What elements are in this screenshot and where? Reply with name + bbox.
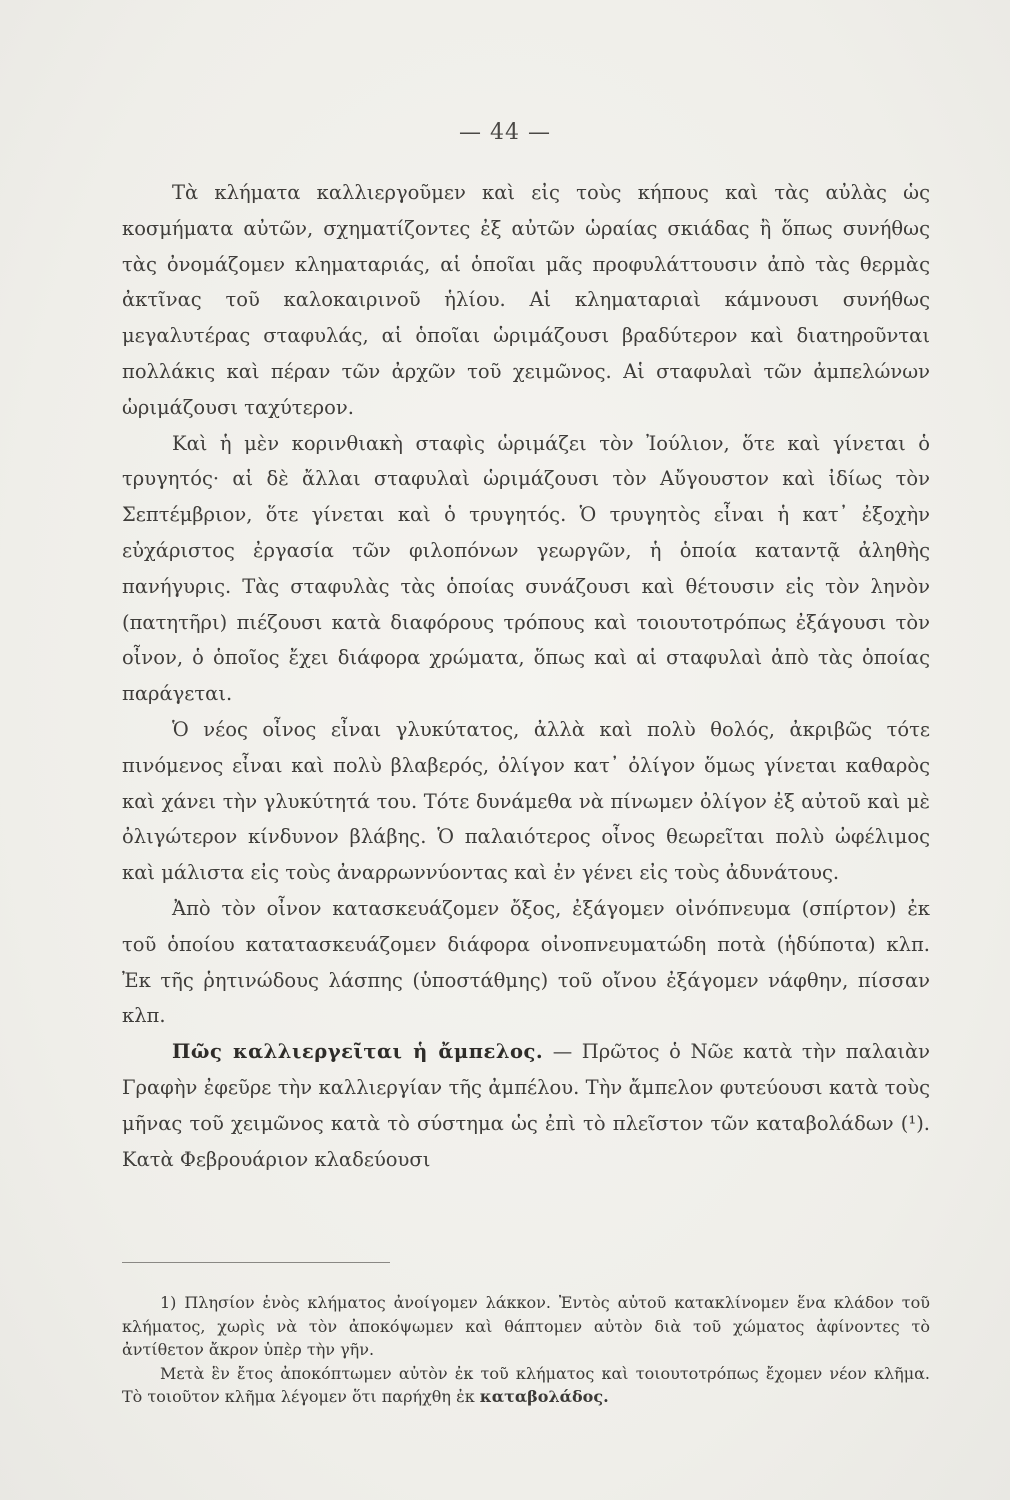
paragraph-4: Ἀπὸ τὸν οἶνον κατασκευάζομεν ὄξος, ἐξάγομεν οἰνόπνευμα (σπίρτον) ἐκ τοῦ ὁποίου κατατασκευάζομεν διάφορα οἰνοπνευματώδη ποτὰ (ἡδύποτα) κλπ. Ἐκ τῆς ῥητινώδους λάσπης (ὑποστάθμης) τοῦ οἴνου ἐξάγομεν νάφθην, πίσσαν κλπ. xyxy=(122,896,930,1028)
body-text xyxy=(122,175,930,1177)
footnote-1-continuation-text: Μετὰ ἓν ἔτος ἀποκόπτωμεν αὐτὸν ἐκ τοῦ κλήματος καὶ τοιουτοτρόπως ἔχομεν νέον κλῆμα. Τὸ τοιοῦτον κλῆμα λέγομεν ὅτι παρήχθη ἐκ xyxy=(122,1363,930,1406)
section-paragraph xyxy=(122,1034,930,1177)
footnotes xyxy=(122,1291,930,1409)
section-text: — Πρῶτος ὁ Νῶε κατὰ τὴν παλαιὰν Γραφὴν ἐφεῦρε τὴν καλλιεργίαν τῆς ἀμπέλου. Τὴν ἄμπελον φυτεύουσι κατὰ τοὺς μῆνας τοῦ χειμῶνος κατὰ τὸ σύστημα ὡς ἐπὶ τὸ πλεῖστον τῶν καταβολάδων (¹). Κατὰ Φεβρουάριον κλαδεύουσι xyxy=(122,1040,930,1171)
paragraph-3: Ὁ νέος οἶνος εἶναι γλυκύτατος, ἀλλὰ καὶ πολὺ θολός, ἀκριβῶς τότε πινόμενος εἶναι καὶ πολὺ βλαβερός, ὀλίγον κατ᾽ ὀλίγον ὅμως γίνεται καθαρὸς καὶ χάνει τὴν γλυκύτητά του. Τότε δυνάμεθα νὰ πίνωμεν ὀλίγον ἐξ αὐτοῦ καὶ μὲ ὀλιγώτερον κίνδυνον βλάβης. Ὁ παλαιότερος οἶνος θεωρεῖται πολὺ ὠφέλιμος καὶ μάλιστα εἰς τοὺς ἀναρρωννύοντας καὶ ἐν γένει εἰς τοὺς ἀδυνάτους. xyxy=(122,717,930,885)
paragraph-2: Καὶ ἡ μὲν κορινθιακὴ σταφὶς ὡριμάζει τὸν Ἰούλιον, ὅτε καὶ γίνεται ὁ τρυγητός· αἱ δὲ ἄλλαι σταφυλαὶ ὡριμάζουσι τὸν Αὔγουστον καὶ ἰδίως τὸν Σεπτέμβριον, ὅτε γίνεται καὶ ὁ τρυγητός. Ὁ τρυγητὸς εἶναι ἡ κατ᾽ ἐξοχὴν εὐχάριστος ἐργασία τῶν φιλοπόνων γεωργῶν, ἡ ὁποία καταντᾷ ἀληθὴς πανήγυρις. Τὰς σταφυλὰς τὰς ὁποίας συνάζουσι καὶ θέτουσιν εἰς τὸν ληνὸν (πατητῆρι) πιέζουσι κατὰ διαφόρους τρόπους καὶ τοιουτοτρόπως ἐξάγουσι τὸν οἶνον, ὁ ὁποῖος ἔχει διάφορα χρώματα, ὅπως καὶ αἱ σταφυλαὶ ἀπὸ τὰς ὁποίας παράγεται. xyxy=(122,431,930,706)
paragraph-1: Τὰ κλήματα καλλιεργοῦμεν καὶ εἰς τοὺς κήπους καὶ τὰς αὐλὰς ὡς κοσμήματα αὐτῶν, σχηματίζοντες ἐξ αὐτῶν ὡραίας σκιάδας ἢ ὅπως συνήθως τὰς ὀνομάζομεν κληματαριάς, αἱ ὁποῖαι μᾶς προφυλάττουσιν ἀπὸ τὰς θερμὰς ἀκτῖνας τοῦ καλοκαιρινοῦ ἡλίου. Αἱ κληματαριαὶ κάμνουσι συνήθως μεγαλυτέρας σταφυλάς, αἱ ὁποῖαι ὡριμάζουσι βραδύτερον καὶ διατηροῦνται πολλάκις καὶ πέραν τῶν ἀρχῶν τοῦ χειμῶνος. Αἱ σταφυλαὶ τῶν ἀμπελώνων ὡριμάζουσι ταχύτερον. xyxy=(122,181,930,419)
section-heading: Πῶς καλλιεργεῖται ἡ ἄμπελος. xyxy=(172,1040,544,1064)
footnote-1: 1) Πλησίον ἑνὸς κλήματος ἀνοίγομεν λάκκον. Ἐντὸς αὐτοῦ κατακλίνομεν ἕνα κλάδον τοῦ κλήματος, χωρὶς νὰ τὸν ἀποκόψωμεν καὶ θάπτομεν αὐτὸν διὰ τοῦ χώματος ἀφίνοντες τὸ ἀντίθετον ἄκρον ὑπὲρ τὴν γῆν. xyxy=(122,1293,930,1359)
page-number: — 44 — xyxy=(459,120,551,145)
footnote-bold-term: καταβολάδος. xyxy=(479,1387,609,1406)
footnote-divider xyxy=(122,1262,390,1263)
footnote-1-continuation xyxy=(122,1362,930,1409)
